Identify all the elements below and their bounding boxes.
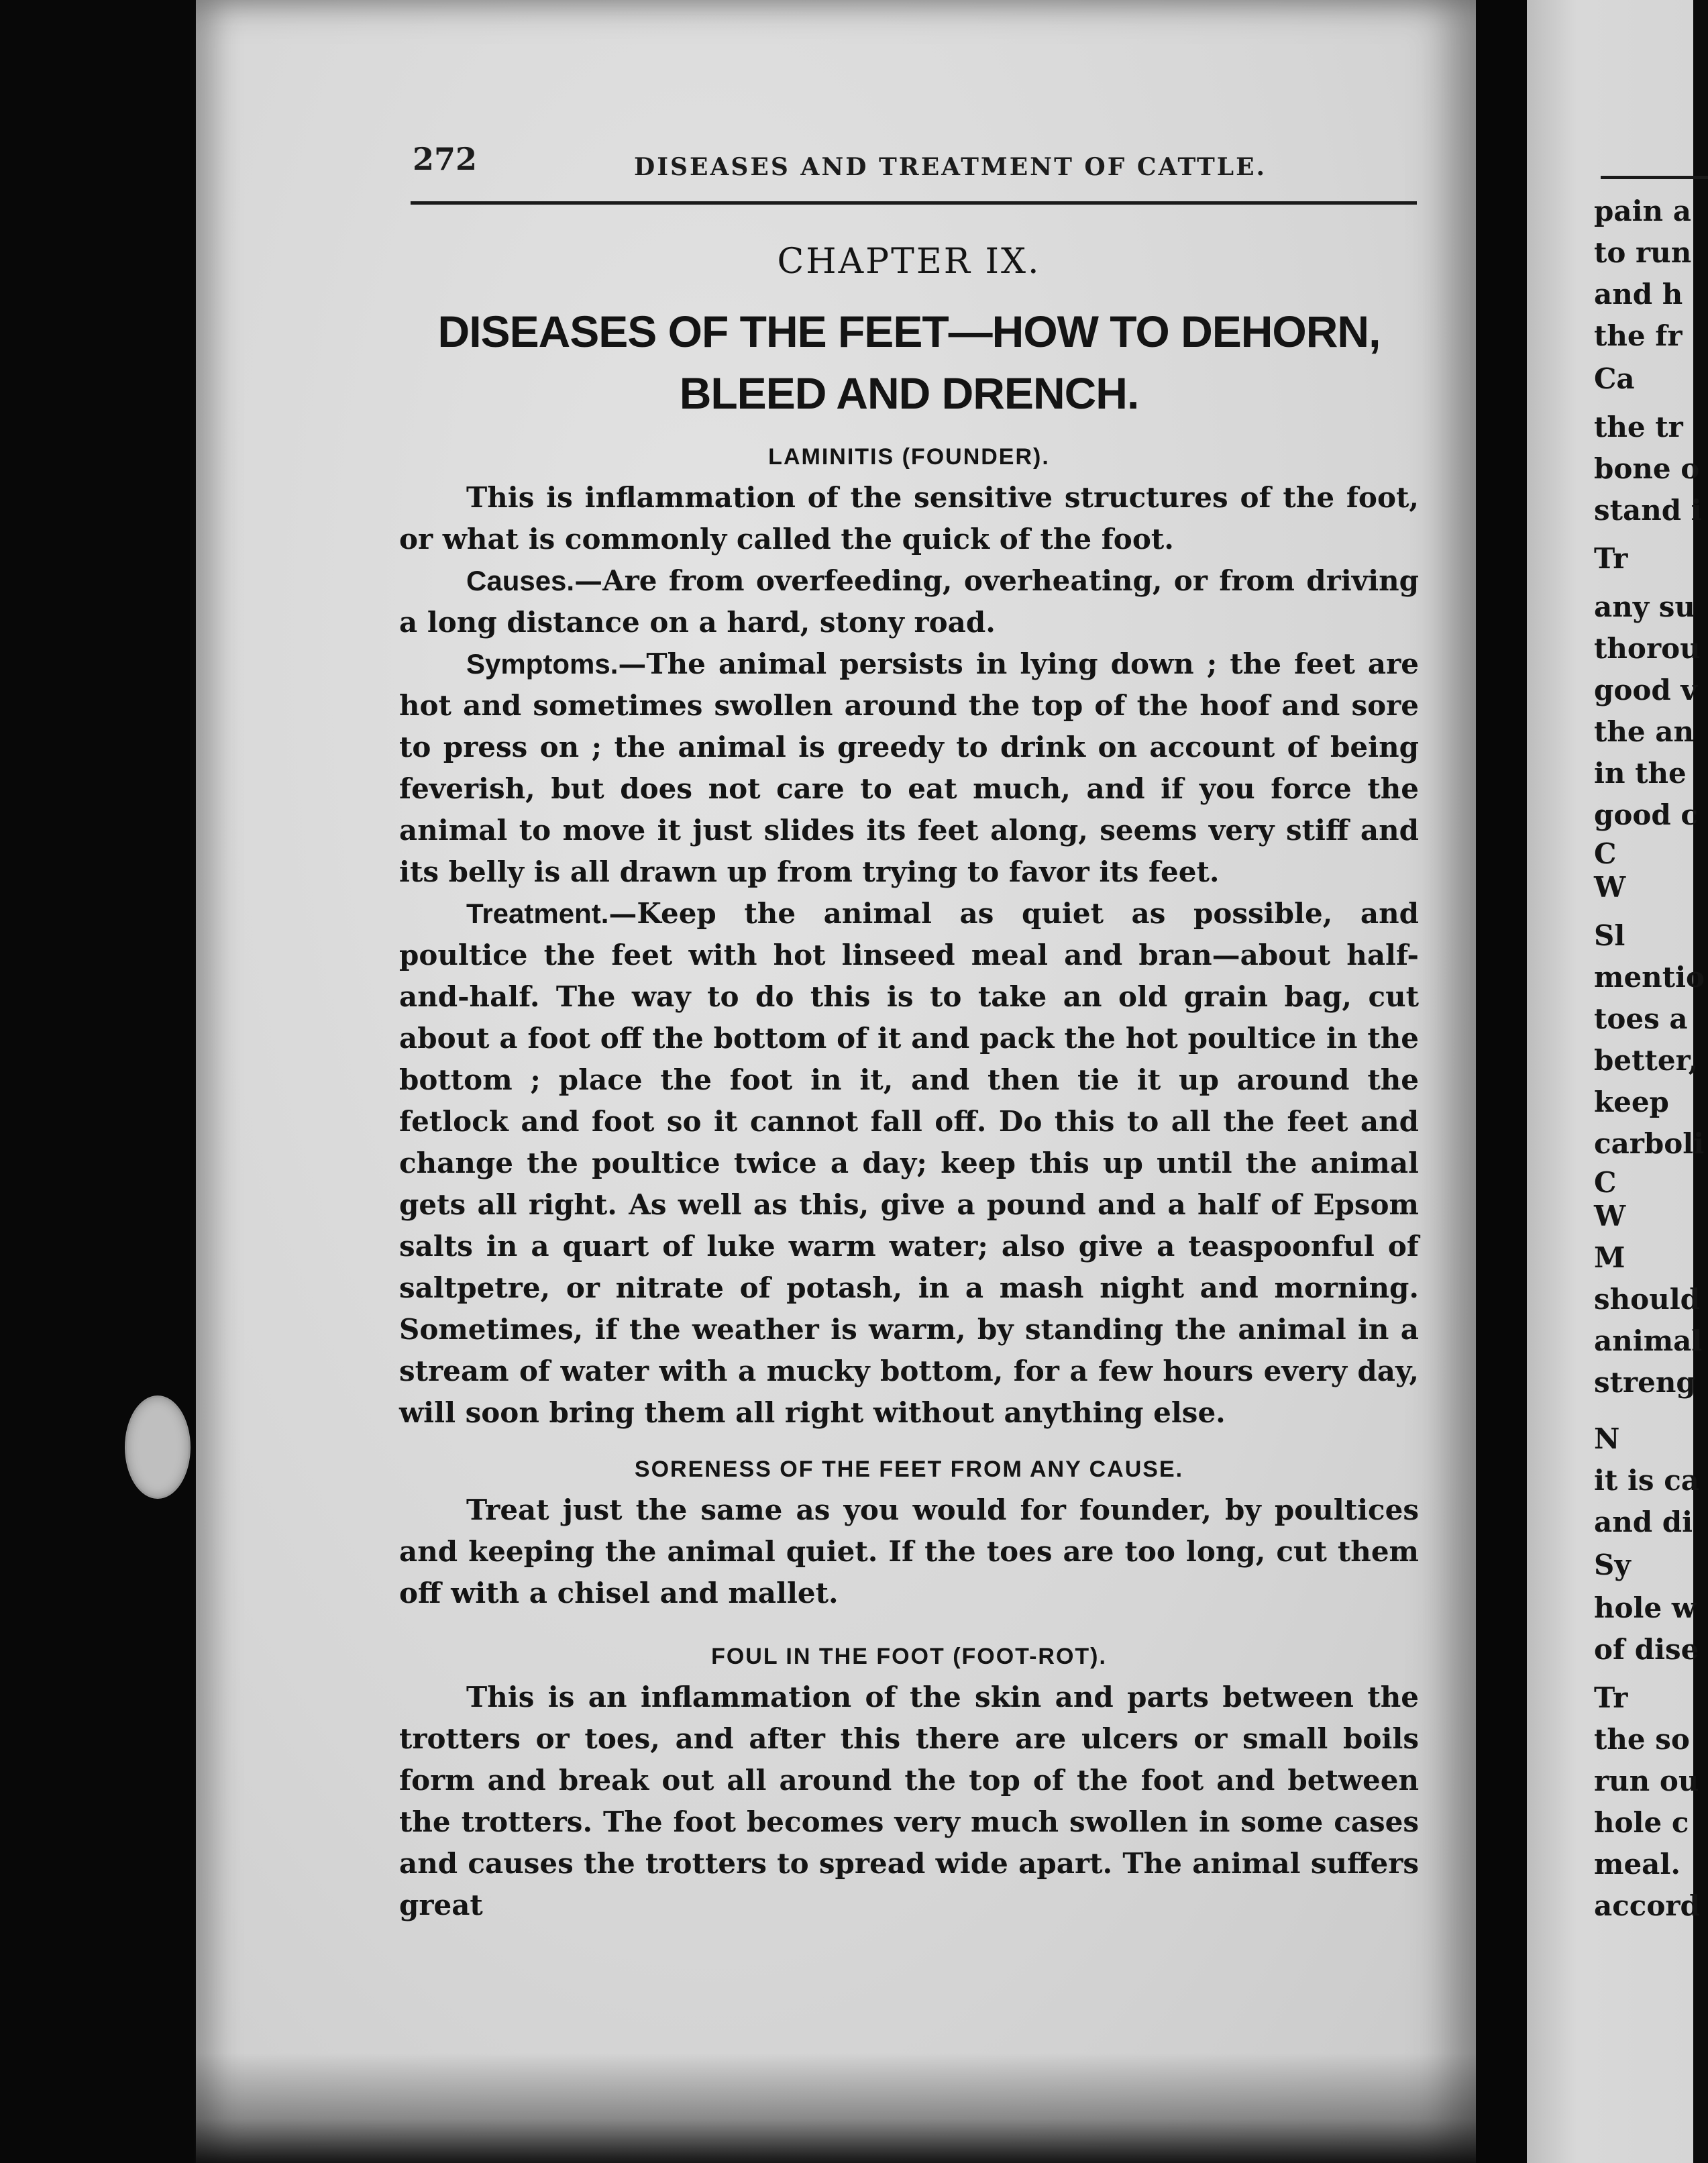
laminitis-intro: This is inflammation of the sensitive structures of the foot, or what is commonly called the quick of the foot. <box>399 481 1419 556</box>
facing-page-line: it is ca <box>1594 1464 1699 1497</box>
page-body <box>399 242 1419 1926</box>
scan-margin-left <box>0 0 195 2163</box>
facing-page-line: M <box>1594 1241 1625 1274</box>
section-heading-laminitis: LAMINITIS (FOUNDER). <box>768 444 1050 470</box>
facing-page-line: good v <box>1594 674 1697 706</box>
section-heading-foul: FOUL IN THE FOOT (FOOT-ROT). <box>711 1644 1107 1669</box>
facing-page-line: should <box>1594 1283 1701 1316</box>
facing-page-line: keep <box>1594 1086 1669 1118</box>
facing-page-line: the an <box>1594 715 1695 748</box>
facing-page-line: thorou <box>1594 632 1701 665</box>
facing-page-line: accord <box>1594 1889 1700 1922</box>
facing-page-line: N <box>1594 1422 1620 1455</box>
facing-page-line: carboli <box>1594 1127 1705 1160</box>
facing-page-line: good c <box>1594 798 1698 831</box>
facing-page-line: pain a <box>1594 195 1691 227</box>
facing-page-line: and h <box>1594 278 1683 311</box>
facing-page-line: and di <box>1594 1506 1693 1538</box>
facing-page-line: the so <box>1594 1723 1690 1756</box>
treatment-label: Treatment. <box>466 898 609 929</box>
causes-text: —Are from overfeeding, overheating, or from driving a long distance on a hard, stony road. <box>399 564 1419 639</box>
punch-hole-mark <box>125 1395 191 1499</box>
facing-page-line: hole w <box>1594 1591 1697 1624</box>
page-number: 272 <box>413 141 478 177</box>
header-rule <box>411 201 1417 205</box>
facing-page-line: W <box>1594 871 1626 904</box>
causes-label: Causes. <box>466 565 575 596</box>
facing-page-line: animal <box>1594 1324 1703 1357</box>
chapter-number: CHAPTER IX. <box>777 242 1041 282</box>
symptoms-text: —The animal persists in lying down ; the feet are hot and sometimes swollen around the top of the hoof and sore to press on ; the animal is greedy to drink on account of being feverish, but does not care to eat much, and if you force the animal to move it just slides its feet along, seems very stiff and its belly is all drawn up from trying to favor its feet. <box>399 647 1419 888</box>
facing-page-line: W <box>1594 1200 1626 1232</box>
facing-page-line: better, <box>1594 1044 1699 1077</box>
soreness-text: Treat just the same as you would for founder, by poultices and keeping the animal quiet. If the toes are too long, cut them off with a chisel and mallet. <box>399 1493 1419 1610</box>
facing-page-line: in the <box>1594 757 1687 790</box>
facing-page-line: Ca <box>1594 362 1635 395</box>
laminitis-causes <box>399 560 1419 643</box>
chapter-title <box>399 301 1419 424</box>
laminitis-treatment <box>399 893 1419 1434</box>
facing-page-line: mentio <box>1594 961 1705 994</box>
facing-page-line: of dise <box>1594 1633 1699 1666</box>
foul-text: This is an inflammation of the skin and parts between the trotters or toes, and after this there are ulcers or small boils form and break out all around the top of the foot and between the trotters. The foot becomes very much swollen in some cases and causes the trotters to spread wide apart. The animal suffers great <box>399 1681 1419 1921</box>
facing-page-line: Sl <box>1594 919 1625 952</box>
facing-page-line: run ou <box>1594 1764 1699 1797</box>
facing-page-line: to run <box>1594 236 1692 269</box>
facing-page-line: toes a <box>1594 1002 1688 1035</box>
facing-page-line: the fr <box>1594 319 1683 352</box>
treatment-text: —Keep the animal as quiet as possible, and poultice the feet with hot linseed meal and bran—about half-and-half. The way to do this is to take an old grain bag, cut about a foot off the bottom of it and pack the hot poultice in the bottom ; place the foot in it, and then tie it up around the fetlock and foot so it cannot fall off. Do this to all the feet and change the poultice twice a day; keep this up until the animal gets all right. As well as this, give a pound and a half of Epsom salts in a quart of luke warm water; also give a teaspoonful of saltpetre, or nitrate of potash, in a mash night and morning. Sometimes, if the weather is warm, by standing the animal in a stream of water with a mucky bottom, for a few hours every day, will soon bring them all right without anything else. <box>399 897 1419 1429</box>
facing-page-line: Tr <box>1594 1681 1628 1714</box>
facing-page-line: hole c <box>1594 1806 1689 1839</box>
running-head-title: DISEASES AND TREATMENT OF CATTLE. <box>634 153 1267 181</box>
symptoms-label: Symptoms. <box>466 648 619 680</box>
facing-page <box>1527 0 1705 2163</box>
page-bottom-shadow <box>196 2053 1476 2163</box>
facing-page-line: the tr <box>1594 411 1683 443</box>
running-head <box>413 141 1419 188</box>
facing-page-line: meal. <box>1594 1848 1680 1881</box>
facing-page-line: C <box>1594 837 1617 870</box>
chapter-title-line-1: DISEASES OF THE FEET—HOW TO DEHORN, <box>437 307 1381 356</box>
facing-page-line: stand i <box>1594 494 1702 527</box>
facing-page-rule <box>1601 176 1708 179</box>
section-heading-soreness: SORENESS OF THE FEET FROM ANY CAUSE. <box>634 1457 1184 1482</box>
laminitis-symptoms <box>399 643 1419 893</box>
facing-page-line: streng <box>1594 1366 1696 1399</box>
facing-page-line: Sy <box>1594 1548 1631 1581</box>
chapter-title-line-2: BLEED AND DRENCH. <box>679 368 1139 418</box>
facing-page-line: any su <box>1594 590 1695 623</box>
facing-page-line: Tr <box>1594 542 1628 575</box>
facing-page-line: bone o <box>1594 452 1700 485</box>
facing-page-line: C <box>1594 1166 1617 1199</box>
